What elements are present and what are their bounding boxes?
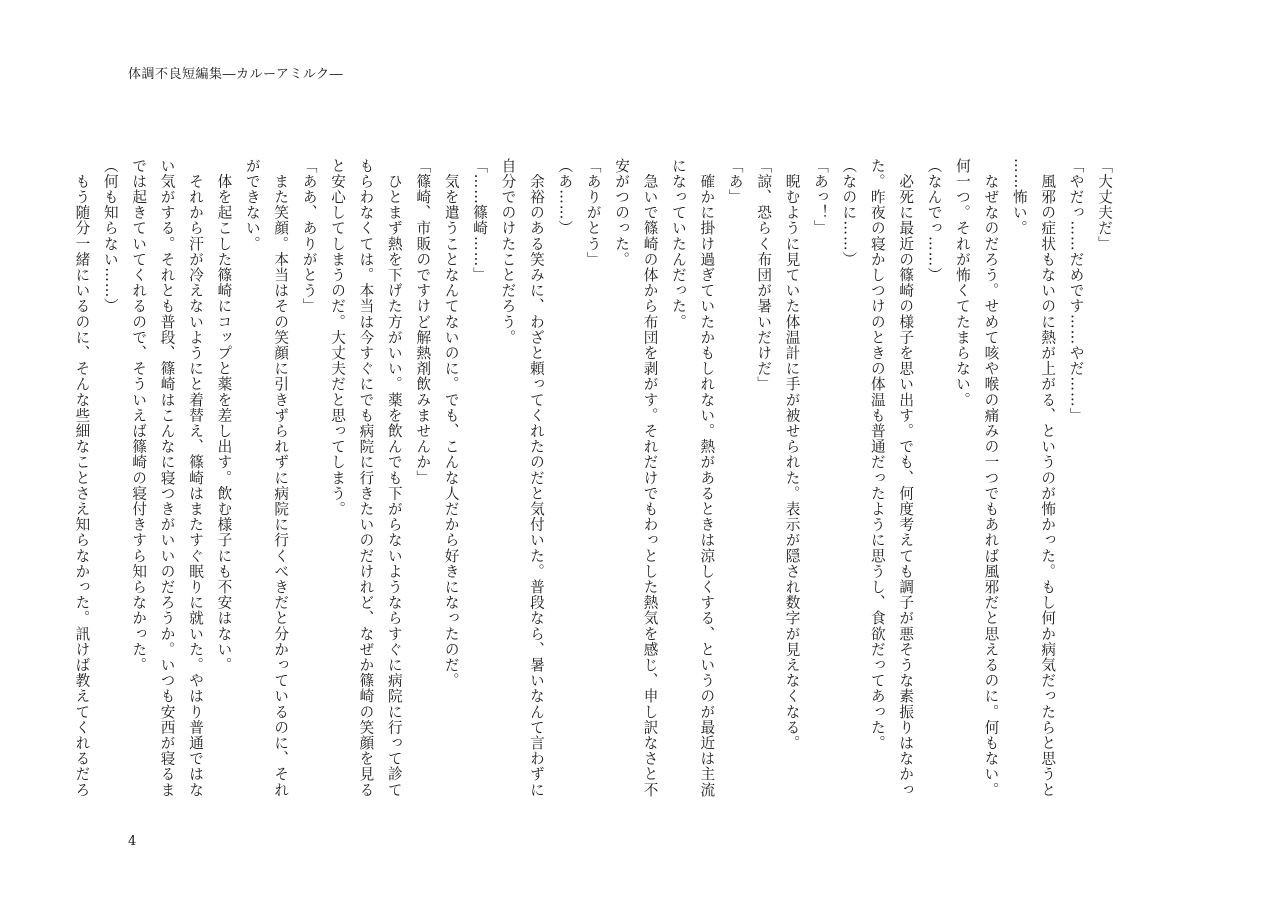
text-line: また笑顔。本当はその笑顔に引きずられずに病院に行くべきだと分かっているのに、それ (272, 158, 290, 798)
text-line: ひとまず熱を下げた方がいい。薬を飲んでも下がらないようならすぐに病院に行って診て (385, 158, 403, 798)
page-number: 4 (128, 834, 137, 849)
text-line: になっていたんだった。 (669, 158, 687, 330)
text-line: もらわなくては。本当は今すぐにでも病院に行きたいのだけれど、なぜか篠崎の笑顔を見る (357, 158, 375, 798)
running-header: 体調不良短編集―カルーアミルク― (128, 67, 344, 82)
text-line: 自分でのけたことだろう。 (499, 158, 517, 346)
text-line: 必死に最近の篠崎の様子を思い出す。でも、何度考えても調子が悪そうな素振りはなかっ (897, 158, 915, 798)
text-line: 何一つ。それが怖くてたまらない。 (953, 158, 971, 408)
text-line: 余裕のある笑みに、わざと頼ってくれたのだと気付いた。普段なら、暑いなんて言わずに (527, 158, 545, 798)
text-line: 安がつのった。 (613, 158, 631, 268)
text-line: 「ああ、ありがとう」 (300, 158, 318, 314)
text-line: 「あっ！」 (811, 158, 829, 236)
text-line: 「諒、恐らく布団が暑いだけだ」 (755, 158, 773, 392)
text-line: 気を遣うことなんてないのに。でも、こんな人だから好きになったのだ。 (442, 158, 460, 689)
text-line: （何も知らない……） (101, 158, 119, 314)
text-line: では起きていてくれるので、そういえば篠崎の寝付きすら知らなかった。 (130, 158, 148, 673)
text-line: なぜなのだろう。せめて咳や喉の痛みの一つでもあれば風邪だと思えるのに。何もない。 (982, 158, 1000, 798)
text-line: 「大丈夫だ」 (1096, 158, 1113, 252)
text-line: 「ありがとう」 (584, 158, 602, 268)
text-line: ……怖い。 (1010, 158, 1028, 236)
body-text (73, 158, 1118, 798)
text-line: 風邪の症状もないのに熱が上がる、というのが怖かった。もし何か病気だったらと思うと (1039, 158, 1057, 798)
text-line: もう随分一緒にいるのに、そんな些細なことさえ知らなかった。訊けば教えてくれるだろ (73, 158, 91, 798)
text-line: （なのに……） (840, 158, 858, 268)
text-line: 体を起こした篠崎にコップと薬を差し出す。飲む様子にも不安はない。 (215, 158, 233, 673)
text-line: 睨むように見ていた体温計に手が被せられた。表示が隠され数字が見えなくなる。 (783, 158, 801, 751)
text-line: （なんでっ……） (925, 158, 943, 283)
text-line: と安心してしまうのだ。大丈夫だと思ってしまう。 (329, 158, 347, 517)
text-line: 「やだっ……だめです……やだ……」 (1067, 158, 1085, 424)
text-line: 「あ」 (726, 158, 744, 205)
text-line: た。昨夜の寝かしつけのときの体温も普通だったように思うし、食欲だってあった。 (868, 158, 886, 751)
text-line: 急いで篠崎の体から布団を剥がす。それだけでもわっとした熱気を感じ、申し訳なさと不 (641, 158, 659, 798)
text-line: 「篠崎、市販のですけど解熱剤飲みませんか」 (414, 158, 432, 486)
text-line: それから汗が冷えないようにと着替え、篠崎はまたすぐ眠りに就いた。やはり普通ではな (187, 158, 204, 798)
text-line: （あ……） (556, 158, 574, 236)
text-line: 「……篠崎……」 (471, 158, 489, 283)
text-line: 確かに掛け過ぎていたかもしれない。熱があるときは涼しくする、というのが最近は主流 (698, 158, 716, 798)
text-line: ができない。 (243, 158, 261, 252)
text-line: い気がする。それとも普段、篠崎はこんなに寝つきがいいのだろうか。いつも安西が寝るま (158, 158, 176, 798)
